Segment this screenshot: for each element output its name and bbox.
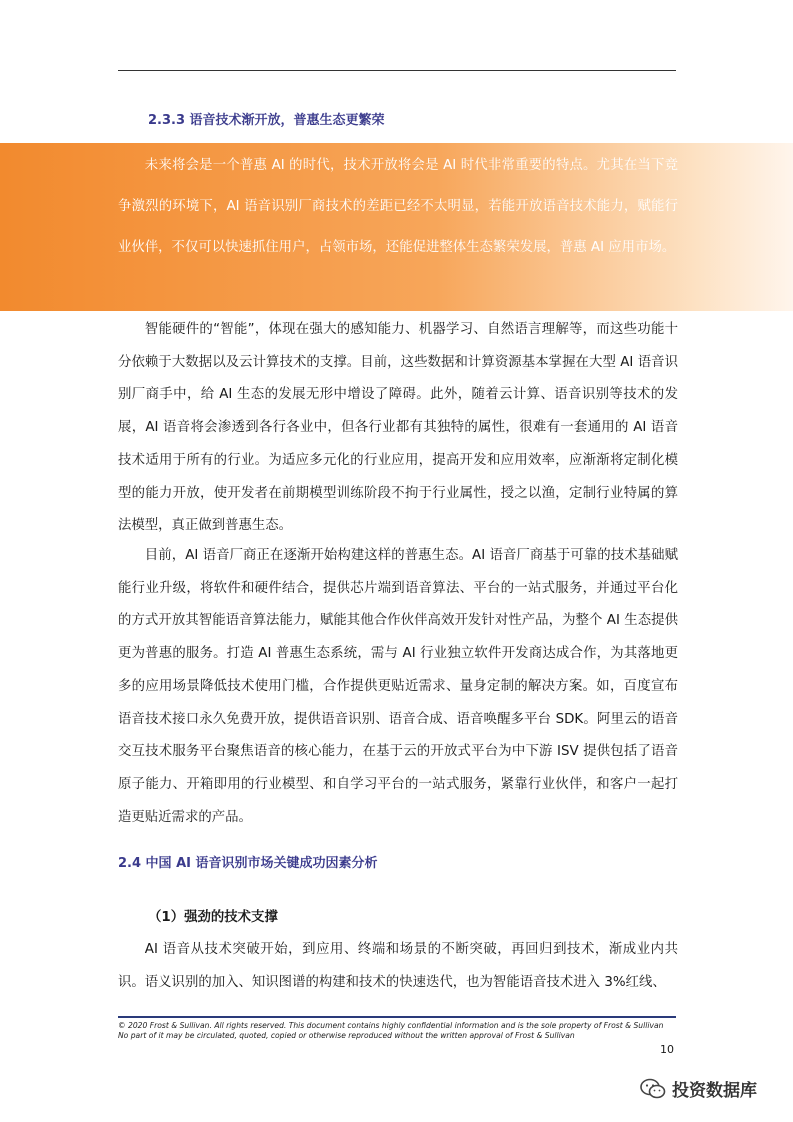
highlight-text: 未来将会是一个普惠 AI 的时代，技术开放将会是 AI 时代非常重要的特点。尤其在当下竞争激烈的环境下，AI 语音识别厂商技术的差距已经不太明显，若能开放语音技术能力，赋能行业伙伴，不仅可以快速抓住用户，占领市场，还能促进整体生态繁荣发展，普惠 AI 应用市场。 xyxy=(118,158,678,255)
paragraph-ecosystem: 目前，AI 语音厂商正在逐渐开始构建这样的普惠生态。AI 语音厂商基于可靠的技术基础赋能行业升级，将软件和硬件结合，提供芯片端到语音算法、平台的一站式服务，并通过平台化的方式开放其智能语音算法能力，赋能其他合作伙伴高效开发针对性产品，为整个 AI 生态提供更为普惠的服务。打造 AI 普惠生态系统，需与 AI 行业独立软件开发商达成合作，为其落地更多的应用场景降低技术使用门槛，合作提供更贴近需求、量身定制的解决方案。如，百度宣布语音技术接口永久免费开放，提供语音识别、语音合成、语音唤醒多平台 SDK。阿里云的语音交互技术服务平台聚焦语音的核心能力，在基于云的开放式平台为中下游 ISV 提供包括了语音原子能力、开箱即用的行业模型、和自学习平台的一站式服务，紧靠行业伙伴，和客户一起打造更贴近需求的产品。 xyxy=(118,548,678,825)
paragraph-tech-support: AI 语音从技术突破开始，到应用、终端和场景的不断突破，再回归到技术，渐成业内共识。语义识别的加入、知识图谱的构建和技术的快速迭代，也为智能语音技术进入 3%红线、 xyxy=(118,942,678,990)
footer-rule xyxy=(118,1016,676,1018)
page-number: 10 xyxy=(660,1043,674,1056)
watermark xyxy=(640,1076,757,1101)
wechat-icon xyxy=(640,1078,666,1100)
copyright-notice xyxy=(118,1021,678,1041)
paragraph-smart-hardware: 智能硬件的“智能”，体现在强大的感知能力、机器学习、自然语言理解等，而这些功能十分依赖于大数据以及云计算技术的支撑。目前，这些数据和计算资源基本掌握在大型 AI 语音识别厂商手中，给 AI 生态的发展无形中增设了障碍。此外，随着云计算、语音识别等技术的发展，AI 语音将会渗透到各行各业中，但各行业都有其独特的属性，很难有一套通用的 AI 语音技术适用于所有的行业。为适应多元化的行业应用，提高开发和应用效率，应渐渐将定制化模型的能力开放，使开发者在前期模型训练阶段不拘于行业属性，授之以渔，定制行业特属的算法模型，真正做到普惠生态。 xyxy=(118,322,678,534)
copyright-line-2: No part of it may be circulated, quoted, copied or otherwise reproduced without the written approval of Frost & Sullivan xyxy=(118,1031,575,1040)
copyright-line-1: © 2020 Frost & Sullivan. All rights reserved. This document contains highly confidential information and is the sole property of Frost & Sullivan xyxy=(118,1021,664,1030)
subsection-heading: （1）强劲的技术支撑 xyxy=(148,910,278,925)
section-heading-2-3-3: 2.3.3 语音技术渐开放，普惠生态更繁荣 xyxy=(148,113,385,128)
section-heading-2-4: 2.4 中国 AI 语音识别市场关键成功因素分析 xyxy=(118,856,378,871)
header-rule xyxy=(118,70,676,71)
watermark-text: 投资数据库 xyxy=(672,1081,757,1101)
